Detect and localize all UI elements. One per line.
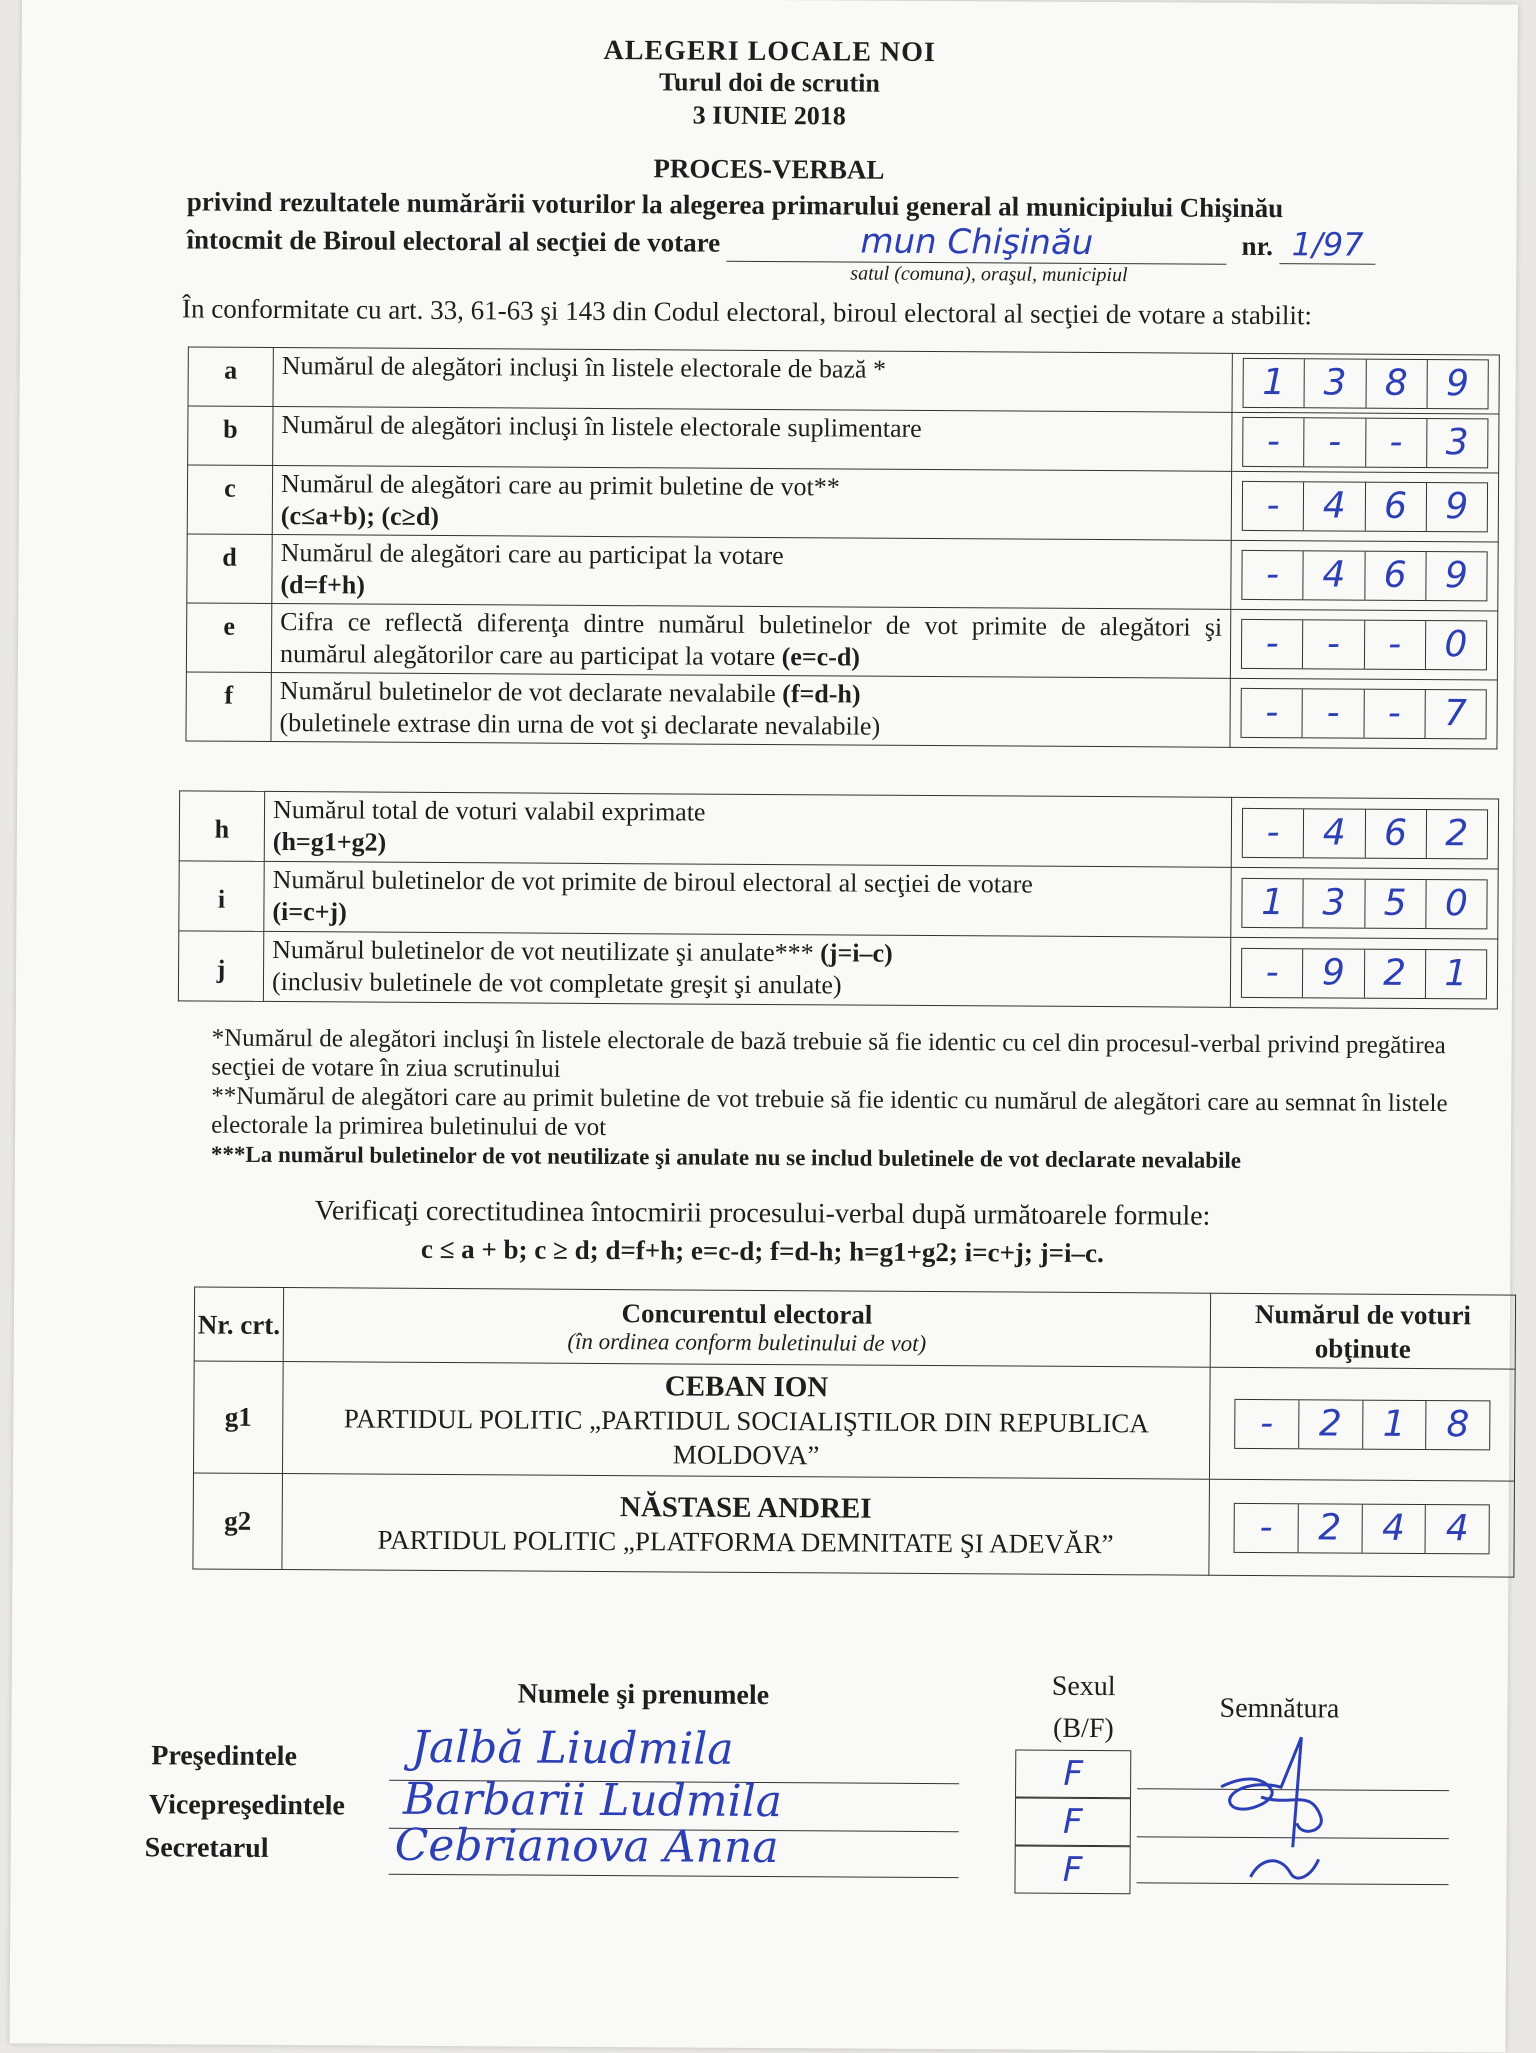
role-vice-president: Vicepreşedintele bbox=[148, 1789, 346, 1822]
digit-box bbox=[1230, 678, 1497, 749]
digit: 2 bbox=[1426, 810, 1488, 858]
digit-box bbox=[1230, 937, 1497, 1009]
table-row bbox=[186, 672, 1497, 749]
locality-handwritten: mun Chişinău bbox=[860, 221, 1094, 263]
table-row bbox=[193, 1361, 1515, 1481]
signature-column-header: Semnătura bbox=[1219, 1692, 1340, 1725]
table-row bbox=[179, 861, 1498, 939]
nr-handwritten: 1/97 bbox=[1291, 225, 1364, 264]
candidate-party: PARTIDUL POLITIC „PARTIDUL SOCIALIŞTILOR DIN REPUBLICA MOLDOVA” bbox=[343, 1402, 1149, 1470]
footnote-2: **Numărul de alegători care au primit buletine de vot trebuie să fie identic cu numărul de alegători care au semnat în listele electorale la primirea buletinului de vot bbox=[211, 1082, 1448, 1142]
row-text: Numărul buletinelor de vot primite de biroul electoral al secţiei de votare bbox=[272, 864, 1033, 899]
row-id: f bbox=[186, 672, 271, 742]
digit-box bbox=[1231, 867, 1498, 939]
digit: - bbox=[1365, 419, 1427, 467]
digit: 8 bbox=[1425, 1401, 1489, 1449]
candidate-id: g1 bbox=[193, 1361, 283, 1474]
table-row bbox=[186, 603, 1497, 680]
row-text: Numărul de alegători care au participat la votare bbox=[280, 538, 784, 571]
row-formula: (i=c+j) bbox=[272, 896, 347, 927]
digit: 3 bbox=[1304, 359, 1366, 407]
digit: 4 bbox=[1425, 1505, 1489, 1553]
verify-formulas: c ≤ a + b; c ≥ d; d=f+h; e=c-d; f=d-h; h=g1+g2; i=c+j; j=i–c. bbox=[420, 1233, 1104, 1269]
digit: 2 bbox=[1297, 1504, 1361, 1552]
digit: 8 bbox=[1365, 360, 1427, 408]
digit: 7 bbox=[1424, 690, 1486, 738]
digit: 9 bbox=[1302, 949, 1364, 997]
digit: 4 bbox=[1303, 809, 1365, 857]
row-id: d bbox=[187, 534, 272, 604]
table-row bbox=[179, 791, 1498, 869]
role-secretary: Secretarul bbox=[144, 1832, 269, 1864]
digit: 1 bbox=[1425, 950, 1487, 998]
row-formula: (h=g1+g2) bbox=[272, 826, 387, 857]
row-text: Numărul de alegători incluşi în listele electorale suplimentare bbox=[273, 406, 1232, 471]
digit: 3 bbox=[1426, 419, 1488, 467]
sex-column-header: Sexul (B/F) bbox=[1051, 1670, 1116, 1745]
digit: 9 bbox=[1426, 360, 1488, 408]
vice-president-name: Barbarii Ludmila bbox=[402, 1773, 783, 1828]
candidate-party: PARTIDUL POLITIC „PLATFORMA DEMNITATE ŞI ADEVĂR” bbox=[377, 1524, 1114, 1559]
digit-box bbox=[1209, 1367, 1515, 1481]
table-row bbox=[193, 1473, 1515, 1577]
table-row bbox=[187, 465, 1498, 542]
row-text: Numărul de alegători incluşi în listele electorale de bază * bbox=[273, 347, 1232, 412]
digit: - bbox=[1363, 621, 1425, 669]
row-id: a bbox=[188, 347, 273, 407]
row-text: Numărul buletinelor de vot neutilizate şi anulate*** bbox=[272, 934, 814, 968]
digit: - bbox=[1303, 418, 1365, 466]
nr-field bbox=[1280, 225, 1376, 265]
table-row bbox=[187, 534, 1498, 611]
nr-label: nr. bbox=[1241, 230, 1273, 262]
digit: - bbox=[1266, 811, 1280, 853]
digit: 6 bbox=[1364, 809, 1426, 857]
digit: 3 bbox=[1303, 879, 1365, 927]
candidate-name: CEBAN ION bbox=[664, 1369, 829, 1403]
col-candidate-sub: (în ordinea conform buletinului de vot) bbox=[567, 1328, 927, 1356]
locality-caption: satul (comuna), oraşul, municipiul bbox=[850, 262, 1128, 287]
digit: 2 bbox=[1298, 1400, 1362, 1448]
digit: 6 bbox=[1364, 552, 1426, 600]
digit: - bbox=[1260, 1402, 1274, 1444]
election-title: ALEGERI LOCALE NOI bbox=[603, 34, 936, 69]
digit: - bbox=[1266, 485, 1280, 527]
digit: - bbox=[1259, 1506, 1273, 1548]
digit: - bbox=[1302, 689, 1364, 737]
candidate-name: NĂSTASE ANDREI bbox=[619, 1490, 872, 1525]
president-name: Jalbă Liudmila bbox=[411, 1721, 734, 1775]
col-candidate-title: Concurentul electoral bbox=[621, 1298, 873, 1330]
digit-box bbox=[1232, 412, 1499, 473]
bureau-label: întocmit de Biroul electoral al secţiei de votare bbox=[186, 224, 721, 258]
row-note: (inclusiv buletinele de vot completate greşit şi anulate) bbox=[271, 966, 842, 1000]
row-formula: (j=i–c) bbox=[820, 938, 893, 968]
digit: - bbox=[1302, 620, 1364, 668]
digit-box bbox=[1231, 540, 1498, 611]
digit: 1 bbox=[1262, 362, 1286, 404]
digit: 4 bbox=[1303, 482, 1365, 530]
row-id: b bbox=[188, 406, 273, 466]
table-header-row bbox=[194, 1287, 1515, 1369]
row-text: Numărul total de voturi valabil exprimate bbox=[272, 794, 706, 827]
election-date: 3 IUNIE 2018 bbox=[692, 100, 846, 131]
round-label: Turul doi de scrutin bbox=[658, 67, 880, 98]
digit: 5 bbox=[1364, 879, 1426, 927]
col-candidate-header bbox=[283, 1288, 1210, 1368]
name-column-header: Numele şi prenumele bbox=[517, 1678, 770, 1712]
digit: - bbox=[1265, 692, 1279, 734]
digit: 9 bbox=[1425, 552, 1487, 600]
digit-box bbox=[1230, 609, 1497, 680]
name-line bbox=[389, 1874, 959, 1878]
row-id: h bbox=[179, 791, 264, 862]
digit: 1 bbox=[1362, 1400, 1426, 1448]
digit: 6 bbox=[1364, 483, 1426, 531]
digit: 9 bbox=[1426, 483, 1488, 531]
candidates-table bbox=[192, 1287, 1516, 1578]
row-id: c bbox=[187, 465, 272, 535]
digit-box bbox=[1231, 471, 1498, 542]
footnote-3: ***La numărul buletinelor de vot neutilizate şi anulate nu se includ buletinele de vot declarate nevalabile bbox=[210, 1141, 1242, 1173]
sex-president: F bbox=[1015, 1750, 1131, 1799]
verify-instruction: Verificaţi corectitudinea întocmirii procesului-verbal după următoarele formule: bbox=[314, 1195, 1211, 1232]
row-id: j bbox=[178, 931, 263, 1002]
table-row bbox=[188, 406, 1499, 473]
digit: 4 bbox=[1303, 551, 1365, 599]
digit: 2 bbox=[1363, 949, 1425, 997]
row-text: Numărul de alegători care au primit buletine de vot** bbox=[280, 469, 840, 502]
footnotes bbox=[211, 1024, 1492, 1177]
digit: 0 bbox=[1425, 621, 1487, 669]
col-votes-header: Numărul de voturi obţinute bbox=[1210, 1293, 1515, 1369]
secretary-name: Cebrianova Anna bbox=[394, 1819, 779, 1874]
locality-field bbox=[727, 221, 1227, 265]
results-table-2 bbox=[178, 790, 1499, 1009]
digit: - bbox=[1266, 421, 1281, 463]
row-id: i bbox=[179, 861, 264, 932]
digit: - bbox=[1265, 554, 1280, 596]
digit-box bbox=[1232, 353, 1499, 414]
protocol-sheet bbox=[10, 0, 1518, 2053]
document-title: PROCES-VERBAL bbox=[653, 153, 885, 185]
row-id: e bbox=[186, 603, 271, 673]
row-formula: (d=f+h) bbox=[280, 570, 366, 600]
digit: - bbox=[1265, 623, 1279, 665]
document-subtitle: privind rezultatele numărării voturilor la alegerea primarului general al municipiului Chişinău bbox=[186, 186, 1284, 224]
candidate-id: g2 bbox=[193, 1473, 283, 1570]
intro-text: În conformitate cu art. 33, 61-63 şi 143 din Codul electoral, biroul electoral al secţiei de votare a stabilit: bbox=[182, 293, 1313, 331]
digit-box bbox=[1231, 797, 1498, 869]
bureau-line bbox=[186, 217, 1375, 265]
digit: 0 bbox=[1425, 880, 1487, 928]
row-formula: (e=c-d) bbox=[781, 642, 861, 672]
col-nr-header: Nr. crt. bbox=[194, 1287, 283, 1362]
digit: - bbox=[1265, 951, 1279, 993]
digit: - bbox=[1363, 690, 1425, 738]
row-text: Cifra ce reflectă diferenţa dintre numărul buletinelor de vot primite de alegători şi numărul alegătorilor care au participat la votare bbox=[279, 607, 1223, 672]
footnote-1: *Numărul de alegători incluşi în listele electorale de bază trebuie să fie identic cu cel din procesul-verbal privind pregătirea secţiei de votare în ziua scrutinului bbox=[211, 1024, 1446, 1083]
table-row bbox=[188, 347, 1499, 414]
row-text: Numărul buletinelor de vot declarate nevalabile bbox=[279, 676, 776, 709]
results-table-1 bbox=[185, 346, 1499, 749]
digit: 4 bbox=[1361, 1504, 1425, 1552]
sex-secretary: F bbox=[1014, 1846, 1130, 1895]
row-formula: (f=d-h) bbox=[782, 679, 861, 709]
role-president: Preşedintele bbox=[151, 1740, 298, 1773]
digit-box bbox=[1209, 1479, 1515, 1577]
sex-vice-president: F bbox=[1015, 1798, 1131, 1847]
row-formula: (c≤a+b); (c≥d) bbox=[280, 501, 440, 531]
handwritten-signature-icon bbox=[1200, 1727, 1361, 1898]
digit: 1 bbox=[1261, 881, 1285, 923]
row-note: (buletinele extrase din urna de vot şi declarate nevalabile) bbox=[279, 708, 881, 741]
table-row bbox=[178, 931, 1497, 1009]
